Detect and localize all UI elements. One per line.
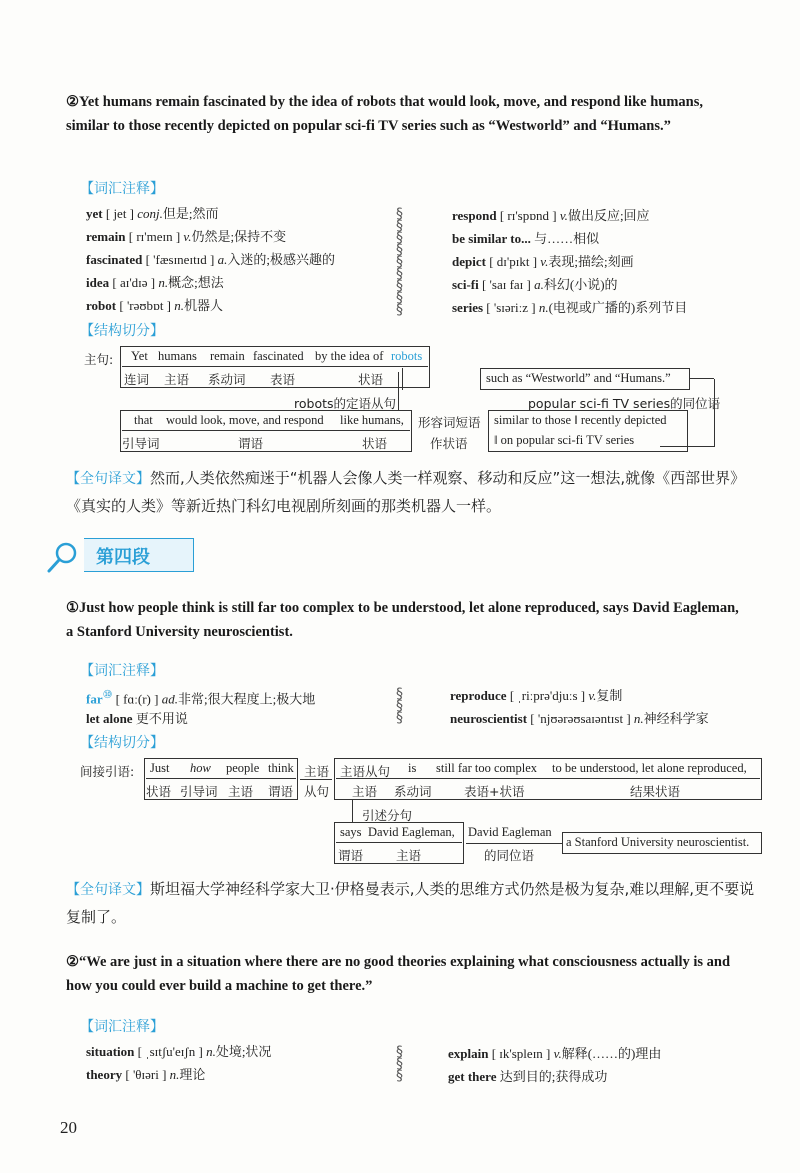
- role: 谓语: [268, 784, 294, 799]
- word: think: [268, 761, 294, 775]
- word: Just: [150, 761, 170, 775]
- word: to be understood, let alone reproduced,: [552, 761, 747, 775]
- role: 表语+状语: [464, 784, 525, 799]
- section-header: 第四段: [84, 538, 194, 572]
- vocab-list-left: [86, 202, 335, 317]
- relative-clause-note: robots的定语从句: [294, 396, 397, 411]
- word: that: [134, 413, 153, 427]
- translation-p4-1: 【全句译文】斯坦福大学神经科学家大卫·伊格曼表示,人类的思维方式仍然是极为复杂,难以理解,更不要说复制了。: [66, 880, 755, 926]
- word: is: [408, 761, 417, 775]
- translation-p3-2: 【全句译文】然而,人类依然痴迷于“机器人会像人类一样观察、移动和反应”这一想法,就像《西部世界》《真实的人类》等新近热门科幻电视剧所刻画的那类机器人一样。: [66, 469, 746, 515]
- clause-label: 从句: [304, 784, 330, 799]
- vocab-item: depict [ dɪ'pɪkt ] v.表现;描绘;刻画: [452, 254, 634, 269]
- vocab-list-right: [452, 204, 687, 319]
- sentence-p4-2: ②“We are just in a situation where there are no good theories explaining what consciousness actually is and how you could ever build a machine to get there.”: [66, 954, 731, 994]
- adv-role-label: 作状语: [430, 436, 468, 451]
- subject-label: 主语: [304, 764, 330, 779]
- main-clause-label: 主句:: [84, 352, 114, 367]
- squiggle-divider: § § §: [396, 686, 403, 726]
- stanford-text: a Stanford University neuroscientist.: [566, 835, 750, 849]
- vocab-item: be similar to... 与……相似: [452, 231, 600, 246]
- indirect-speech-label: 间接引语:: [80, 764, 135, 779]
- structure-tag: 【结构切分】: [80, 735, 164, 751]
- sentence-p4-1: ①Just how people think is still far too complex to be understood, let alone reproduced, says David Eagleman, a Stanford University neuroscientist.: [66, 600, 739, 640]
- role: 状语: [146, 784, 172, 799]
- vocab-item: series [ 'sɪəriːz ] n.(电视或广播的)系列节目: [452, 300, 688, 315]
- vocab-item: remain [ rɪ'meɪn ] v.仍然是;保持不变: [86, 229, 287, 244]
- word: still far too complex: [436, 761, 538, 775]
- role: 引导词: [180, 784, 218, 799]
- role: 主语: [164, 372, 190, 387]
- appositive-note: popular sci-fi TV series的同位语: [528, 396, 721, 411]
- role: 连词: [124, 372, 150, 387]
- role: 引导词: [122, 436, 160, 451]
- search-icon: [44, 540, 80, 576]
- word-robots: robots: [391, 349, 423, 363]
- vocab-item: reproduce [ ˌriːprə'djuːs ] v.复制: [450, 688, 623, 703]
- vocab-item: respond [ rɪ'spɒnd ] v.做出反应;回应: [452, 208, 650, 223]
- vocab-list-left: [86, 684, 315, 730]
- word: people: [226, 761, 260, 775]
- sentence-p3-2: ②Yet humans remain fascinated by the idea of robots that would look, move, and respond like humans, similar to those recently depicted on popular sci-fi TV series such as “Westworld” and “Humans.”: [66, 94, 703, 134]
- vocab-item: idea [ aɪ'dɪə ] n.概念;想法: [86, 275, 224, 290]
- word: David Eagleman,: [368, 825, 455, 839]
- role: 系动词: [394, 784, 432, 799]
- role: 结果状语: [630, 784, 681, 799]
- role: 谓语: [238, 436, 264, 451]
- role: 状语: [358, 372, 384, 387]
- vocab-item: get there 达到目的;获得成功: [448, 1069, 608, 1084]
- vocab-item: sci-fi [ 'saɪ faɪ ] a.科幻(小说)的: [452, 277, 618, 292]
- similar-line-1: similar to those ‖ recently depicted: [494, 413, 667, 427]
- vocab-item: yet [ jet ] conj.但是;然而: [86, 206, 219, 221]
- vocab-item: neuroscientist [ 'njʊərəʊsaɪəntɪst ] n.神经科学家: [450, 711, 709, 726]
- word: remain: [210, 349, 245, 363]
- role: 状语: [362, 436, 388, 451]
- vocab-item: situation [ ˌsɪtʃu'eɪʃn ] n.处境;状况: [86, 1044, 272, 1059]
- such-as-text: such as “Westworld” and “Humans.”: [486, 371, 671, 385]
- vocab-list-left: [86, 1040, 271, 1086]
- vocab-item: let alone 更不用说: [86, 711, 188, 726]
- vocab-item: theory [ 'θɪəri ] n.理论: [86, 1067, 206, 1082]
- vocab-item: far⑩ [ fɑː(r) ] ad.非常;很大程度上;极大地: [86, 689, 316, 707]
- vocab-list-right: [448, 1042, 661, 1088]
- word: would look, move, and respond: [166, 413, 324, 427]
- vocab-list-right: [450, 684, 709, 730]
- vocab-item: fascinated [ 'fæsɪneɪtɪd ] a.入迷的;极感兴趣的: [86, 252, 335, 267]
- role: 表语: [270, 372, 296, 387]
- word: says: [340, 825, 362, 839]
- role: 主语: [396, 848, 422, 863]
- adj-phrase-label: 形容词短语: [418, 415, 481, 430]
- squiggle-divider: § § §: [396, 1044, 403, 1084]
- squiggle-divider: § § § § § § § § §: [396, 206, 403, 318]
- word: Yet: [131, 349, 148, 363]
- structure-tag: 【结构切分】: [80, 323, 164, 339]
- vocab-tag: 【词汇注释】: [80, 1019, 164, 1035]
- vocab-item: explain [ ɪk'spleɪn ] v.解释(……的)理由: [448, 1046, 662, 1061]
- david-eagleman-label: David Eagleman: [468, 825, 552, 839]
- word: by the idea of: [315, 349, 384, 363]
- word: humans: [158, 349, 197, 363]
- word: fascinated: [253, 349, 304, 363]
- role: 谓语: [338, 848, 364, 863]
- subject-clause-label: 主语从句: [340, 764, 391, 779]
- similar-line-2: ‖ on popular sci-fi TV series: [494, 433, 635, 447]
- page-number: 20: [60, 1118, 77, 1137]
- word: like humans,: [340, 413, 404, 427]
- vocab-tag: 【词汇注释】: [80, 663, 164, 679]
- role: 主语: [228, 784, 254, 799]
- role: 主语: [352, 784, 378, 799]
- vocab-item: robot [ 'rəʊbɒt ] n.机器人: [86, 298, 224, 313]
- word: how: [190, 761, 211, 775]
- appositive-label: 的同位语: [484, 848, 535, 863]
- role: 系动词: [208, 372, 246, 387]
- quote-clause-label: 引述分句: [362, 808, 413, 823]
- vocab-tag: 【词汇注释】: [80, 181, 164, 197]
